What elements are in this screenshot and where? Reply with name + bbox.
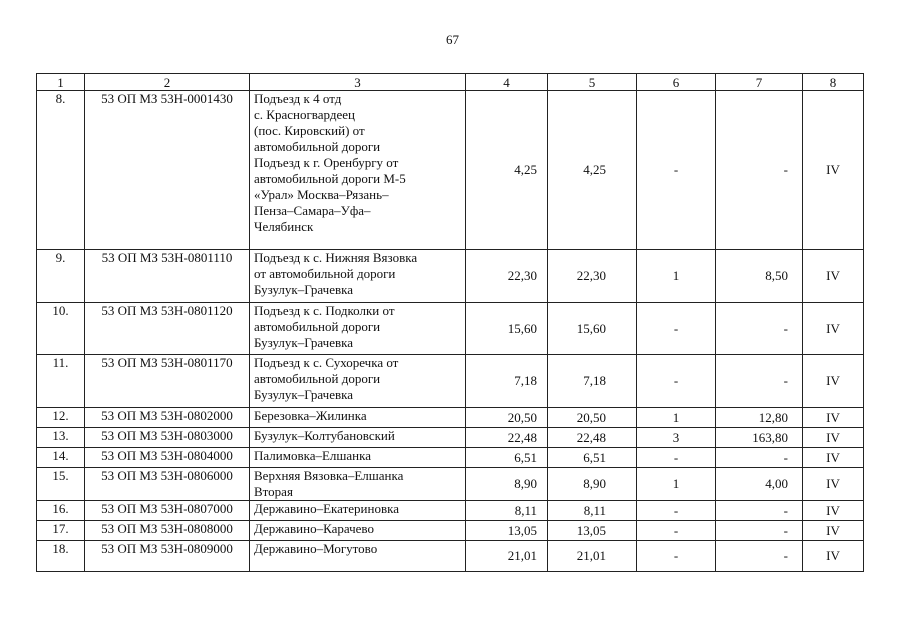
row-number: 15. — [37, 468, 85, 501]
road-category: IV — [803, 355, 864, 408]
row-number: 9. — [37, 250, 85, 303]
road-category: IV — [803, 521, 864, 541]
road-category: IV — [803, 408, 864, 428]
road-id: 53 ОП МЗ 53Н-0801170 — [85, 355, 250, 408]
table-row — [37, 468, 864, 501]
road-name: Державино–Могутово — [250, 541, 466, 572]
bridge-count: - — [637, 91, 716, 250]
column-header: 1 — [37, 74, 85, 91]
road-id: 53 ОП МЗ 53Н-0804000 — [85, 448, 250, 468]
road-name: Подъезд к с. Подколки от автомобильной дороги Бузулук–Грачевка — [250, 303, 466, 355]
table-row — [37, 541, 864, 572]
bridge-count: 1 — [637, 408, 716, 428]
length-regional: 22,48 — [548, 428, 637, 448]
bridge-count: 3 — [637, 428, 716, 448]
road-id: 53 ОП МЗ 53Н-0801110 — [85, 250, 250, 303]
length-total: 13,05 — [466, 521, 548, 541]
road-id: 53 ОП МЗ 53Н-0807000 — [85, 501, 250, 521]
column-header: 3 — [250, 74, 466, 91]
row-number: 18. — [37, 541, 85, 572]
length-regional: 6,51 — [548, 448, 637, 468]
bridge-length: 8,50 — [716, 250, 803, 303]
roads-table — [36, 73, 864, 572]
column-header: 6 — [637, 74, 716, 91]
road-category: IV — [803, 303, 864, 355]
road-name: Державино–Екатериновка — [250, 501, 466, 521]
length-total: 21,01 — [466, 541, 548, 572]
bridge-length: - — [716, 303, 803, 355]
length-regional: 15,60 — [548, 303, 637, 355]
bridge-count: - — [637, 355, 716, 408]
road-name: Верхняя Вязовка–Елшанка Вторая — [250, 468, 466, 501]
road-category: IV — [803, 91, 864, 250]
road-name: Подъезд к с. Нижняя Вязовка от автомобильной дороги Бузулук–Грачевка — [250, 250, 466, 303]
row-number: 17. — [37, 521, 85, 541]
length-regional: 21,01 — [548, 541, 637, 572]
road-category: IV — [803, 428, 864, 448]
bridge-length: 163,80 — [716, 428, 803, 448]
row-number: 14. — [37, 448, 85, 468]
page-number: 67 — [446, 32, 459, 47]
column-header: 2 — [85, 74, 250, 91]
road-name: Палимовка–Елшанка — [250, 448, 466, 468]
road-category: IV — [803, 468, 864, 501]
road-name: Подъезд к 4 отд с. Красногвардеец (пос. Кировский) от автомобильной дороги Подъезд к г. Оренбургу от автомобильной дороги М-5 «Урал» Москва–Рязань– Пенза–Самара–Уфа– Челябинск — [250, 91, 466, 250]
table-row — [37, 303, 864, 355]
bridge-count: - — [637, 541, 716, 572]
row-number: 12. — [37, 408, 85, 428]
road-category: IV — [803, 541, 864, 572]
bridge-count: - — [637, 501, 716, 521]
table-row — [37, 448, 864, 468]
table-row — [37, 521, 864, 541]
bridge-count: 1 — [637, 468, 716, 501]
bridge-length: - — [716, 355, 803, 408]
length-regional: 22,30 — [548, 250, 637, 303]
road-category: IV — [803, 501, 864, 521]
bridge-length: - — [716, 448, 803, 468]
table-row — [37, 501, 864, 521]
bridge-count: 1 — [637, 250, 716, 303]
road-name: Державино–Карачево — [250, 521, 466, 541]
road-name: Бузулук–Колтубановский — [250, 428, 466, 448]
road-name: Подъезд к с. Сухоречка от автомобильной дороги Бузулук–Грачевка — [250, 355, 466, 408]
column-header: 5 — [548, 74, 637, 91]
length-regional: 4,25 — [548, 91, 637, 250]
length-total: 20,50 — [466, 408, 548, 428]
road-id: 53 ОП МЗ 53Н-0801120 — [85, 303, 250, 355]
length-total: 6,51 — [466, 448, 548, 468]
row-number: 8. — [37, 91, 85, 250]
table-row — [37, 428, 864, 448]
length-regional: 20,50 — [548, 408, 637, 428]
row-number: 11. — [37, 355, 85, 408]
bridge-count: - — [637, 448, 716, 468]
bridge-length: - — [716, 91, 803, 250]
length-total: 22,48 — [466, 428, 548, 448]
table-row — [37, 408, 864, 428]
table-row — [37, 91, 864, 250]
bridge-length: - — [716, 521, 803, 541]
length-total: 22,30 — [466, 250, 548, 303]
length-regional: 8,11 — [548, 501, 637, 521]
road-category: IV — [803, 448, 864, 468]
length-regional: 7,18 — [548, 355, 637, 408]
road-category: IV — [803, 250, 864, 303]
table-row — [37, 250, 864, 303]
column-header: 4 — [466, 74, 548, 91]
road-name: Березовка–Жилинка — [250, 408, 466, 428]
length-total: 15,60 — [466, 303, 548, 355]
column-header: 8 — [803, 74, 864, 91]
bridge-count: - — [637, 521, 716, 541]
road-id: 53 ОП МЗ 53Н-0001430 — [85, 91, 250, 250]
row-number: 13. — [37, 428, 85, 448]
road-id: 53 ОП МЗ 53Н-0808000 — [85, 521, 250, 541]
column-header: 7 — [716, 74, 803, 91]
bridge-length: - — [716, 541, 803, 572]
bridge-length: - — [716, 501, 803, 521]
length-total: 4,25 — [466, 91, 548, 250]
bridge-length: 12,80 — [716, 408, 803, 428]
row-number: 16. — [37, 501, 85, 521]
road-id: 53 ОП МЗ 53Н-0806000 — [85, 468, 250, 501]
row-number: 10. — [37, 303, 85, 355]
road-id: 53 ОП МЗ 53Н-0809000 — [85, 541, 250, 572]
length-regional: 8,90 — [548, 468, 637, 501]
road-id: 53 ОП МЗ 53Н-0803000 — [85, 428, 250, 448]
length-total: 8,11 — [466, 501, 548, 521]
road-id: 53 ОП МЗ 53Н-0802000 — [85, 408, 250, 428]
length-total: 8,90 — [466, 468, 548, 501]
header-row — [37, 74, 864, 91]
bridge-count: - — [637, 303, 716, 355]
length-total: 7,18 — [466, 355, 548, 408]
bridge-length: 4,00 — [716, 468, 803, 501]
length-regional: 13,05 — [548, 521, 637, 541]
table-row — [37, 355, 864, 408]
